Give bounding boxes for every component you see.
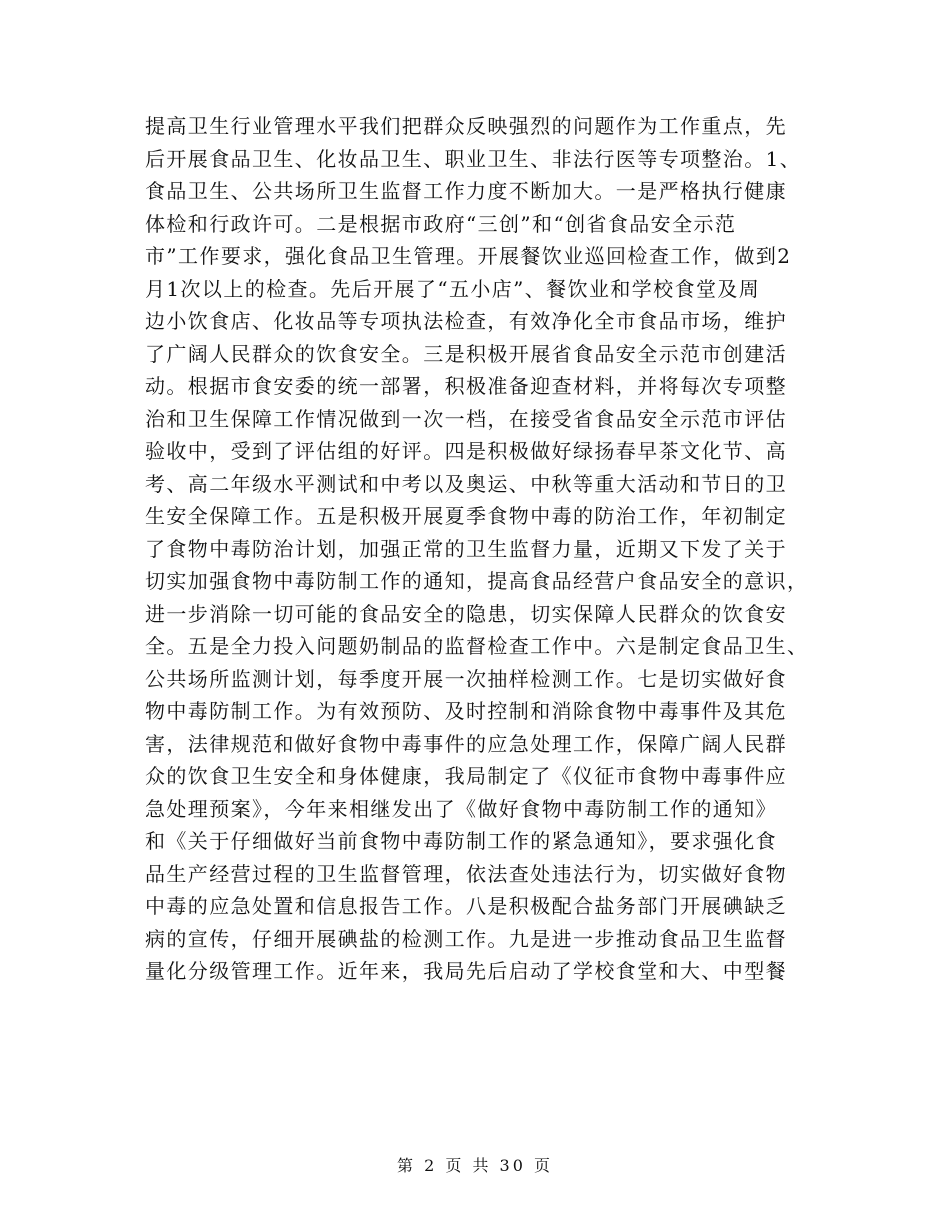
text-line: 了食物中毒防治计划，加强正常的卫生监督力量，近期又下发了关于: [145, 536, 787, 561]
text-line: 众的饮食卫生安全和身体健康，我局制定了《仪征市食物中毒事件应: [145, 764, 787, 788]
text-line: 急处理预案》，今年来相继发出了《做好食物中毒防制工作的通知》: [145, 796, 777, 821]
text-line: 食品卫生、公共场所卫生监督工作力度不断加大。一是严格执行健康: [145, 179, 787, 203]
text-line: 害，法律规范和做好食物中毒事件的应急处理工作，保障广阔人民群: [145, 731, 787, 756]
text-line: 考、高二年级水平测试和中考以及奥运、中秋等重大活动和节日的卫: [145, 471, 787, 496]
text-line: 月1次以上的检查。先后开展了“五小店”、餐饮业和学校食堂及周: [145, 276, 761, 301]
text-line: 全。五是全力投入问题奶制品的监督检查工作中。六是制定食品卫生、: [145, 634, 809, 658]
text-line: 市”工作要求，强化食品卫生管理。开展餐饮业巡回检查工作，做到2: [145, 244, 792, 268]
text-line: 边小饮食店、化妆品等专项执法检查，有效净化全市食品市场，维护: [145, 309, 787, 333]
text-line: 品生产经营过程的卫生监督管理，依法查处违法行为，切实做好食物: [145, 861, 787, 886]
text-line: 中毒的应急处置和信息报告工作。八是积极配合盐务部门开展碘缺乏: [145, 894, 787, 918]
text-line: 和《关于仔细做好当前食物中毒防制工作的紧急通知》，要求强化食: [145, 829, 777, 853]
text-line: 验收中，受到了评估组的好评。四是积极做好绿扬春早茶文化节、高: [145, 439, 787, 463]
text-line: 病的宣传，仔细开展碘盐的检测工作。九是进一步推动食品卫生监督: [145, 926, 787, 951]
text-line: 体检和行政许可。二是根据市政府“三创”和“创省食品安全示范: [145, 211, 737, 236]
text-line: 进一步消除一切可能的食品安全的隐患，切实保障人民群众的饮食安: [145, 601, 787, 626]
page-number-footer: 第 2 页 共 30 页: [397, 1156, 553, 1175]
text-line: 了广阔人民群众的饮食安全。三是积极开展省食品安全示范市创建活: [145, 341, 787, 366]
text-line: 治和卫生保障工作情况做到一次一档，在接受省食品安全示范市评估: [145, 406, 787, 431]
text-line: 动。根据市食安委的统一部署，积极准备迎查材料，并将每次专项整: [145, 374, 787, 398]
text-line: 后开展食品卫生、化妆品卫生、职业卫生、非法行医等专项整治。1、: [145, 146, 802, 171]
text-line: 物中毒防制工作。为有效预防、及时控制和消除食物中毒事件及其危: [145, 699, 787, 723]
text-line: 提高卫生行业管理水平我们把群众反映强烈的问题作为工作重点，先: [145, 114, 787, 138]
text-line: 量化分级管理工作。近年来，我局先后启动了学校食堂和大、中型餐: [145, 959, 787, 983]
body-text: [145, 110, 825, 988]
text-line: 切实加强食物中毒防制工作的通知，提高食品经营户食品安全的意识，: [145, 569, 809, 593]
text-line: 生安全保障工作。五是积极开展夏季食物中毒的防治工作，年初制定: [145, 504, 787, 528]
text-line: 公共场所监测计划，每季度开展一次抽样检测工作。七是切实做好食: [145, 666, 787, 691]
